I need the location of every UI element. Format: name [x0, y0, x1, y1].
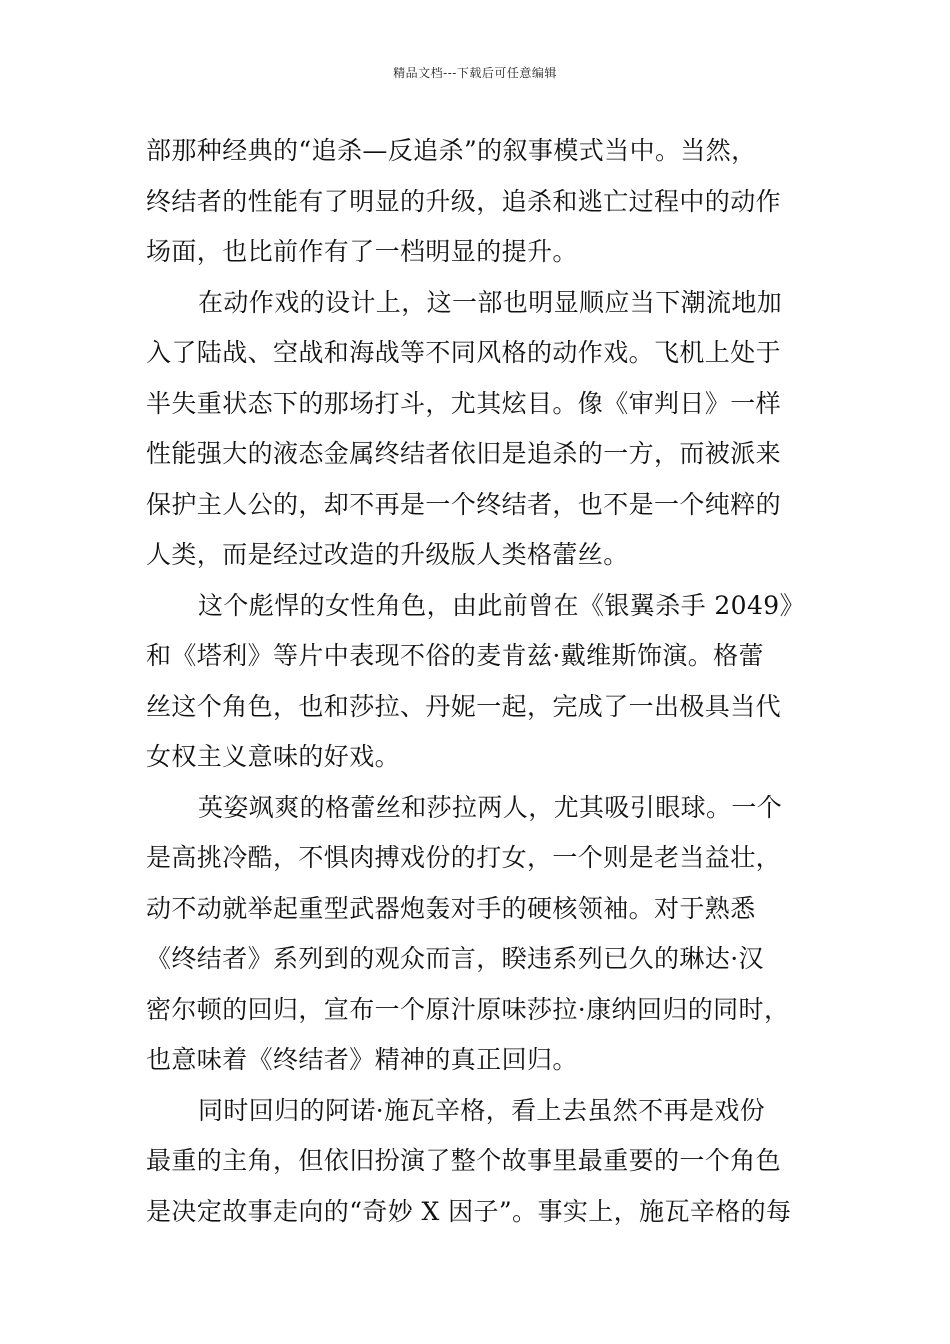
- paragraph-start-line: 英姿飒爽的格蕾丝和莎拉两人，尤其吸引眼球。一个: [198, 792, 783, 822]
- text-line: 也意味着《终结者》精神的真正回归。: [146, 1045, 578, 1074]
- text-line: 性能强大的液态金属终结者依旧是追杀的一方，而被派来: [146, 439, 782, 468]
- paragraph-start-line: 同时回归的阿诺·施瓦辛格，看上去虽然不再是戏份: [198, 1095, 766, 1125]
- text-line: 女权主义意味的好戏。: [146, 742, 401, 771]
- text-line: 终结者的性能有了明显的升级，追杀和逃亡过程中的动作: [146, 186, 782, 216]
- paragraph-start-line: 这个彪悍的女性角色，由此前曾在《银翼杀手 2049》: [198, 590, 805, 620]
- paragraph-start-line: 在动作戏的设计上，这一部也明显顺应当下潮流地加: [198, 287, 783, 317]
- text-line: 动不动就举起重型武器炮轰对手的硬核领袖。对于熟悉: [146, 893, 756, 923]
- text-line: 丝这个角色，也和莎拉、丹妮一起，完成了一出极具当代: [146, 691, 782, 721]
- text-line: 保护主人公的，却不再是一个终结者，也不是一个纯粹的: [146, 489, 782, 519]
- text-line: 是决定故事走向的“奇妙 X 因子”。事实上，施瓦辛格的每: [146, 1196, 792, 1226]
- text-line: 半失重状态下的那场打斗，尤其炫目。像《审判日》一样: [146, 388, 782, 418]
- text-line: 《终结者》系列到的观众而言，睽违系列已久的琳达·汉: [146, 944, 764, 973]
- text-line: 和《塔利》等片中表现不俗的麦肯兹·戴维斯饰演。格蕾: [146, 641, 764, 670]
- text-line: 场面，也比前作有了一档明显的提升。: [146, 237, 578, 266]
- text-line: 入了陆战、空战和海战等不同风格的动作戏。飞机上处于: [146, 338, 782, 367]
- text-line: 是高挑冷酷，不惧肉搏戏份的打女，一个则是老当益壮，: [146, 843, 782, 872]
- text-line: 最重的主角，但依旧扮演了整个故事里最重要的一个角色: [146, 1146, 782, 1175]
- page-header: 精品文档---下载后可任意编辑: [393, 66, 557, 80]
- text-line: 部那种经典的“追杀—反追杀”的叙事模式当中。当然，: [146, 136, 757, 165]
- text-line: 密尔顿的回归，宣布一个原汁原味莎拉·康纳回归的同时，: [146, 994, 790, 1024]
- text-line: 人类，而是经过改造的升级版人类格蕾丝。: [146, 540, 629, 569]
- document-body: [146, 126, 806, 1237]
